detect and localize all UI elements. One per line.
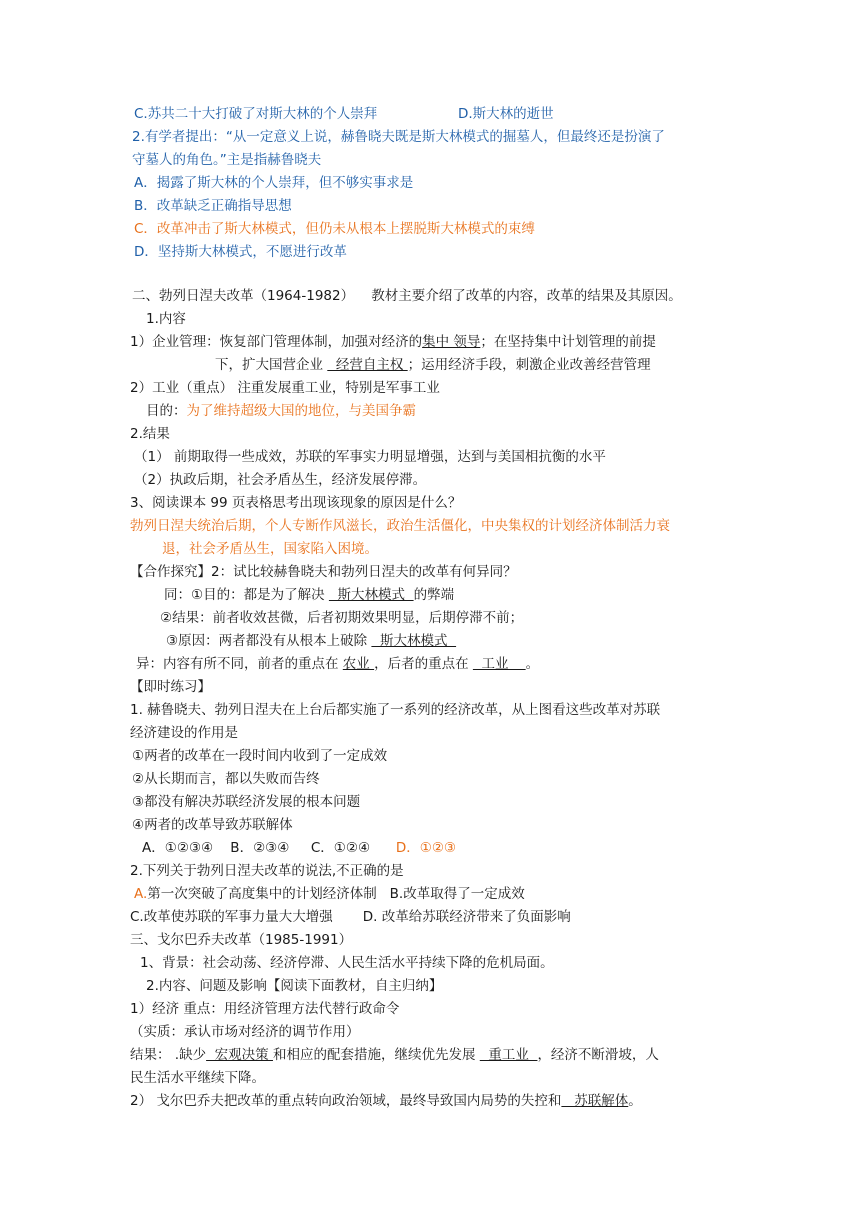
result-line2: 民生活水平继续下降。 — [130, 1070, 265, 1086]
text-segment: ，后者的重点在 — [374, 656, 473, 672]
answer-line2: 退，社会矛盾丛生，国家陷入困境。 — [162, 541, 378, 557]
result-1: （1） 前期取得一些成效，苏联的军事实力明显增强，达到与美国相抗衡的水平 — [134, 449, 606, 465]
text-segment: 和相应的配套措施，继续优先发展 — [272, 1047, 480, 1063]
option-a-answer: A. — [134, 886, 148, 902]
economy-focus: 1）经济 重点：用经济管理方法代替行政命令 — [130, 1001, 400, 1017]
text-segment: 1）企业管理：恢复部门管理体制，加强对经济的 — [130, 334, 423, 350]
practice-q2-cd: C.改革使苏联的军事力量大大增强 D. 改革给苏联经济带来了负面影响 — [130, 909, 571, 925]
section3-heading: 三、戈尔巴乔夫改革（1985-1991） — [130, 932, 353, 948]
answer-line1: 勃列日涅夫统治后期，个人专断作风滋长，政治生活僵化，中央集权的计划经济体制活力衰 — [130, 518, 670, 534]
background: 1、背景：社会动荡、经济停滞、人民生活水平持续下降的危机局面。 — [140, 955, 554, 971]
result-line1 — [130, 1044, 659, 1066]
q2-option-b: B．改革缺乏正确指导思想 — [134, 198, 292, 214]
same-purpose — [164, 584, 454, 606]
enterprise-line1 — [130, 331, 656, 353]
enterprise-line2 — [215, 354, 651, 376]
q2-option-a: A．揭露了斯大林的个人崇拜，但不够实事求是 — [134, 175, 414, 191]
text-segment: ，经济不断滑坡，人 — [537, 1047, 659, 1063]
text-segment: 目的： — [146, 403, 187, 419]
content-label: 1.内容 — [146, 311, 186, 327]
text-segment: 第一次突破了高度集中的计划经济体制 B.改革取得了一定成效 — [147, 886, 525, 902]
blank-agriculture: 农业 — [342, 656, 375, 672]
text-segment: 结果： .缺少 — [130, 1047, 207, 1063]
text-segment: 2） 戈尔巴乔夫把改革的重点转向政治领域，最终导致国内局势的失控和 — [130, 1093, 562, 1109]
statement-4: ④两者的改革导致苏联解体 — [132, 817, 293, 833]
q2-option-d: D．坚持斯大林模式，不愿进行改革 — [134, 244, 347, 260]
difference — [136, 653, 539, 675]
essence: （实质：承认市场对经济的调节作用） — [130, 1024, 360, 1040]
text-segment: 异：内容有所不同，前者的重点在 — [136, 656, 343, 672]
q2-stem-line2: 守墓人的角色。”主是指赫鲁晓夫 — [132, 152, 322, 168]
text-segment: ；在坚持集中计划管理的前提 — [480, 334, 656, 350]
same-result: ②结果：前者收效甚微，后者初期效果明显，后期停滞不前； — [160, 610, 524, 626]
practice-q1-options — [142, 837, 456, 859]
blank-autonomy: 经营自主权 — [327, 357, 408, 373]
result-2: （2）执政后期，社会矛盾丛生，经济发展停滞。 — [134, 472, 427, 488]
blank-industry: 工业 — [472, 656, 526, 672]
q2-option-c: C．改革冲击了斯大林模式，但仍未从根本上摆脱斯大林模式的束缚 — [134, 221, 535, 237]
blank-macro-decision: 宏观决策 — [206, 1047, 273, 1063]
text-segment: 下，扩大国营企业 — [215, 357, 328, 373]
practice-q2-ab — [134, 883, 525, 905]
blank-centralized-leadership: 集中 领导 — [422, 334, 481, 350]
blank-stalin-model-1: 斯大林模式 — [328, 587, 414, 603]
statement-2: ②从长期而言，都以失败而告终 — [132, 771, 320, 787]
practice-q1-line1: 1. 赫鲁晓夫、勃列日涅夫在上台后都实施了一系列的经济改革，从上图看这些改革对苏联 — [130, 702, 661, 718]
result-label: 2.结果 — [130, 426, 170, 442]
statement-3: ③都没有解决苏联经济发展的根本问题 — [132, 794, 361, 810]
q1-option-d: D.斯大林的逝世 — [458, 106, 554, 122]
purpose-line — [146, 400, 416, 422]
q1-option-c: C.苏共二十大打破了对斯大林的个人崇拜 — [134, 106, 378, 122]
text-segment: A．①②③④ B．②③④ C．①②④ — [142, 840, 396, 856]
industry-line: 2）工业（重点） 注重发展重工业，特别是军事工业 — [130, 380, 440, 396]
question-3: 3、阅读课本 99 页表格思考出现该现象的原因是什么？ — [130, 495, 462, 511]
content-heading: 2.内容、问题及影响【阅读下面教材，自主归纳】 — [146, 978, 443, 994]
same-reason — [166, 630, 456, 652]
statement-1: ①两者的改革在一段时间内收到了一定成效 — [132, 748, 388, 764]
practice-heading: 【即时练习】 — [130, 679, 211, 695]
section2-heading: 二、勃列日涅夫改革（1964-1982） 教材主要介绍了改革的内容，改革的结果及其原因。 — [132, 288, 682, 304]
purpose-answer: 为了维持超级大国的地位，与美国争霸 — [186, 403, 416, 419]
text-segment: 的弊端 — [413, 587, 455, 603]
coop-question: 【合作探究】2：试比较赫鲁晓夫和勃列日涅夫的改革有何异同？ — [130, 564, 517, 580]
practice-q2-stem: 2.下列关于勃列日涅夫改革的说法,不正确的是 — [130, 863, 404, 879]
practice-q1-line2: 经济建设的作用是 — [130, 725, 238, 741]
blank-heavy-industry: 重工业 — [479, 1047, 538, 1063]
text-segment: 。 — [525, 656, 540, 672]
text-segment: 同：①目的：都是为了解决 — [164, 587, 329, 603]
text-segment: ③原因：两者都没有从根本上破除 — [166, 633, 372, 649]
text-segment: ；运用经济手段，刺激企业改善经营管理 — [407, 357, 651, 373]
option-d-answer: D．①②③ — [395, 840, 457, 856]
blank-stalin-model-2: 斯大林模式 — [371, 633, 457, 649]
text-segment: 。 — [628, 1093, 642, 1109]
q2-stem-line1: 2.有学者提出：“从一定意义上说，赫鲁晓夫既是斯大林模式的掘墓人，但最终还是扮演了 — [132, 129, 665, 145]
blank-ussr-collapse: 苏联解体 — [561, 1093, 629, 1109]
politics-line — [130, 1090, 642, 1112]
